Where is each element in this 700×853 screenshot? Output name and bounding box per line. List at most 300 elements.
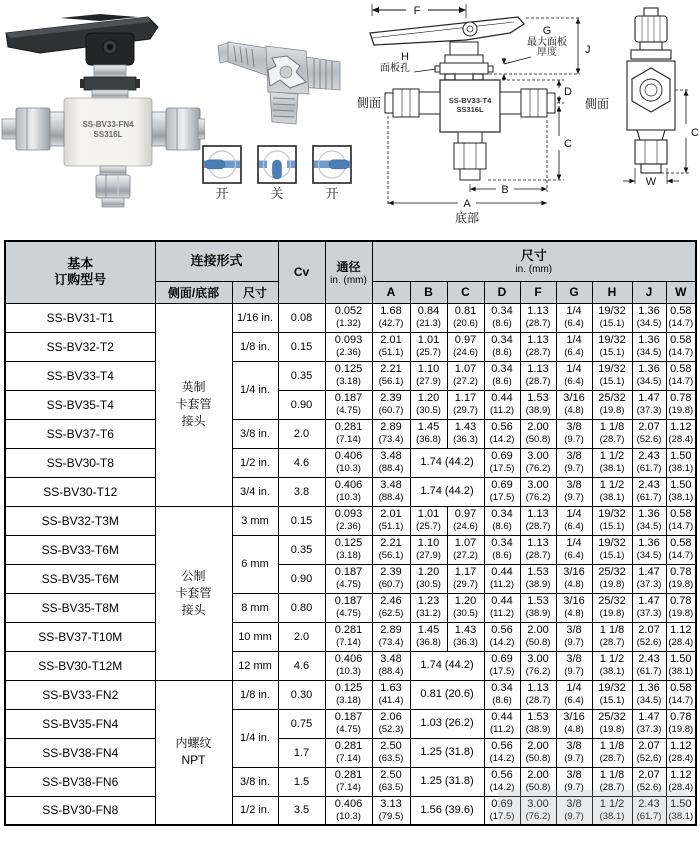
header-model-line1: 基本 bbox=[67, 256, 94, 271]
cell-size: 1/8 in. bbox=[232, 332, 278, 361]
cell-model: SS-BV38-FN4 bbox=[5, 738, 155, 767]
cell-dim: 2.00 (50.8) bbox=[520, 738, 556, 767]
cell-dim: 2.01 (51.1) bbox=[372, 506, 410, 535]
cell-dim: 0.34 (8.6) bbox=[484, 303, 520, 332]
table-row bbox=[5, 506, 696, 535]
table-row bbox=[5, 680, 696, 709]
cell-model: SS-BV32-T2 bbox=[5, 332, 155, 361]
cell-dim: 2.43 (61.7) bbox=[632, 477, 666, 506]
cell-bore: 0.187 (4.75) bbox=[325, 593, 372, 622]
dim-H-label: H bbox=[401, 51, 409, 63]
valve-handle bbox=[6, 14, 158, 65]
cell-dim: 1.20 (30.5) bbox=[410, 564, 447, 593]
cell-cv: 0.80 bbox=[278, 593, 325, 622]
cell-dim: 1.13 (28.7) bbox=[520, 506, 556, 535]
cell-dim: 2.07 (52.6) bbox=[632, 738, 666, 767]
cell-dim: 3/16 (4.8) bbox=[556, 564, 592, 593]
cell-dim: 1.17 (29.7) bbox=[447, 390, 484, 419]
group-label-line: 英制 bbox=[181, 380, 206, 394]
cell-cv: 0.15 bbox=[278, 332, 325, 361]
cell-dim: 1.13 (28.7) bbox=[520, 332, 556, 361]
cell-dim: 19/32 (15.1) bbox=[592, 506, 632, 535]
cell-size: 3/8 in. bbox=[232, 419, 278, 448]
cell-size: 1/4 in. bbox=[232, 361, 278, 419]
cell-dim: 0.69 (17.5) bbox=[484, 448, 520, 477]
cell-dim: 1 1/2 (38.1) bbox=[592, 448, 632, 477]
table-row bbox=[5, 419, 696, 448]
cell-dim: 2.39 (60.7) bbox=[372, 564, 410, 593]
header-side-bottom: 侧面/底部 bbox=[155, 281, 232, 303]
cell-dim: 1.07 (27.2) bbox=[447, 535, 484, 564]
cell-cv: 1.5 bbox=[278, 767, 325, 796]
cell-model: SS-BV35-T4 bbox=[5, 390, 155, 419]
cell-dim: 1.68 (42.7) bbox=[372, 303, 410, 332]
cell-size: 1/4 in. bbox=[232, 709, 278, 767]
cell-dim: 1.36 (34.5) bbox=[632, 303, 666, 332]
cell-dim: 0.97 (24.6) bbox=[447, 506, 484, 535]
cell-dim: 0.58 (14.7) bbox=[666, 506, 696, 535]
cell-model: SS-BV32-T3M bbox=[5, 506, 155, 535]
panel-hole-label: 面板孔 bbox=[380, 63, 410, 74]
front-view-bonnet bbox=[435, 42, 493, 74]
header-dim-F: F bbox=[520, 281, 556, 303]
header-dims-line2: in. (mm) bbox=[515, 263, 553, 275]
dim-A-label: A bbox=[463, 198, 471, 210]
cell-dim: 0.78 (19.8) bbox=[666, 593, 696, 622]
cell-size: 3 mm bbox=[232, 506, 278, 535]
cell-dim: 19/32 (15.1) bbox=[592, 535, 632, 564]
cell-cv: 4.6 bbox=[278, 651, 325, 680]
cell-dim: 1.50 (38.1) bbox=[666, 796, 696, 825]
cell-dim: 1 1/8 (28.7) bbox=[592, 738, 632, 767]
cell-dim: 1.36 (34.5) bbox=[632, 361, 666, 390]
cell-dim: 0.44 (11.2) bbox=[484, 564, 520, 593]
max-panel-label-2: 厚度 bbox=[537, 47, 557, 58]
cell-dim: 1.12 (28.4) bbox=[666, 419, 696, 448]
cell-dim: 1.63 (41.4) bbox=[372, 680, 410, 709]
cell-dim: 3.00 (76.2) bbox=[520, 448, 556, 477]
cell-model: SS-BV37-T10M bbox=[5, 622, 155, 651]
cell-dim: 3/16 (4.8) bbox=[556, 593, 592, 622]
cell-dim: 1.47 (37.3) bbox=[632, 390, 666, 419]
cell-size: 3/8 in. bbox=[232, 767, 278, 796]
cell-dim: 1.20 (30.5) bbox=[447, 593, 484, 622]
header-bore-line1: 通径 bbox=[336, 260, 361, 275]
cell-dim: 25/32 (19.8) bbox=[592, 709, 632, 738]
cell-dim-merged: 1.74 (44.2) bbox=[410, 651, 484, 680]
dim-B-label: B bbox=[501, 184, 509, 196]
flow-box-open-right bbox=[313, 146, 351, 183]
cell-size: 1/2 in. bbox=[232, 448, 278, 477]
cell-bore: 0.187 (4.75) bbox=[325, 709, 372, 738]
cell-dim: 3/8 (9.7) bbox=[556, 738, 592, 767]
cell-dim: 1.12 (28.4) bbox=[666, 738, 696, 767]
cell-model: SS-BV30-T12M bbox=[5, 651, 155, 680]
cell-dim-merged: 1.56 (39.6) bbox=[410, 796, 484, 825]
cell-dim: 1 1/2 (38.1) bbox=[592, 796, 632, 825]
table-row bbox=[5, 448, 696, 477]
cell-bore: 0.052 (1.32) bbox=[325, 303, 372, 332]
cell-size: 10 mm bbox=[232, 622, 278, 651]
cutaway-illustration bbox=[210, 0, 355, 130]
cell-bore: 0.187 (4.75) bbox=[325, 564, 372, 593]
header-dim-H: H bbox=[592, 281, 632, 303]
cell-cv: 0.75 bbox=[278, 709, 325, 738]
cell-model: SS-BV30-FN8 bbox=[5, 796, 155, 825]
cell-dim: 2.50 (63.5) bbox=[372, 738, 410, 767]
header-model bbox=[5, 241, 155, 303]
table-row bbox=[5, 535, 696, 564]
cell-dim: 3.48 (88.4) bbox=[372, 477, 410, 506]
header-dim-A: A bbox=[372, 281, 410, 303]
group-label-line: NPT bbox=[181, 753, 206, 768]
cell-dim: 3.00 (76.2) bbox=[520, 796, 556, 825]
cell-dim: 1.53 (38.9) bbox=[520, 593, 556, 622]
cell-dim: 3/16 (4.8) bbox=[556, 390, 592, 419]
group-label-line: 公制 bbox=[181, 568, 206, 583]
dim-C-side-label: C bbox=[691, 127, 699, 139]
left-fitting bbox=[2, 108, 64, 150]
header-dims-line1: 尺寸 bbox=[520, 247, 547, 263]
cell-dim: 0.97 (24.6) bbox=[447, 332, 484, 361]
cell-dim: 2.89 (73.4) bbox=[372, 622, 410, 651]
photo-material-label: SS316L bbox=[93, 130, 123, 139]
cell-dim: 25/32 (19.8) bbox=[592, 593, 632, 622]
cell-dim: 2.06 (52.3) bbox=[372, 709, 410, 738]
cell-dim: 1.12 (28.4) bbox=[666, 767, 696, 796]
side-view-label-right: 側面 bbox=[585, 97, 610, 111]
group-label-line: 卡套管 bbox=[175, 585, 212, 600]
cell-connection-group bbox=[155, 506, 232, 680]
cell-dim: 19/32 (15.1) bbox=[592, 332, 632, 361]
illustrations-section bbox=[0, 0, 700, 238]
cell-dim: 2.21 (56.1) bbox=[372, 361, 410, 390]
cell-cv: 1.7 bbox=[278, 738, 325, 767]
header-model-line2: 订购型号 bbox=[54, 272, 107, 288]
cell-dim: 2.00 (50.8) bbox=[520, 767, 556, 796]
table-row bbox=[5, 303, 696, 332]
cell-dim: 2.89 (73.4) bbox=[372, 419, 410, 448]
cell-dim: 1.20 (30.5) bbox=[410, 390, 447, 419]
dim-C-label: C bbox=[564, 138, 572, 150]
photo-model-label: SS-BV33-FN4 bbox=[82, 120, 134, 129]
header-dim-C: C bbox=[447, 281, 484, 303]
cell-bore: 0.093 (2.36) bbox=[325, 332, 372, 361]
cell-dim: 2.39 (60.7) bbox=[372, 390, 410, 419]
header-bore-line2: in. (mm) bbox=[330, 275, 367, 287]
cell-model: SS-BV33-FN2 bbox=[5, 680, 155, 709]
table-row bbox=[5, 564, 696, 593]
cell-dim: 3/8 (9.7) bbox=[556, 651, 592, 680]
spec-table bbox=[4, 240, 697, 826]
table-row bbox=[5, 651, 696, 680]
cell-dim: 1/4 (6.4) bbox=[556, 361, 592, 390]
header-dim-B: B bbox=[410, 281, 447, 303]
cell-dim: 1.45 (36.8) bbox=[410, 419, 447, 448]
side-view-label-left: 側面 bbox=[357, 96, 382, 110]
cell-dim: 3/8 (9.7) bbox=[556, 767, 592, 796]
cell-dim: 0.56 (14.2) bbox=[484, 767, 520, 796]
header-bore bbox=[325, 241, 372, 303]
cell-dim: 1.50 (38.1) bbox=[666, 651, 696, 680]
cell-dim-merged: 0.81 (20.6) bbox=[410, 680, 484, 709]
cell-dim: 0.69 (17.5) bbox=[484, 651, 520, 680]
cell-dim: 1 1/8 (28.7) bbox=[592, 419, 632, 448]
dimension-drawings bbox=[348, 0, 700, 235]
table-row bbox=[5, 738, 696, 767]
cell-dim: 19/32 (15.1) bbox=[592, 361, 632, 390]
cell-model: SS-BV30-T12 bbox=[5, 477, 155, 506]
cell-dim: 19/32 (15.1) bbox=[592, 680, 632, 709]
bottom-fitting bbox=[96, 166, 130, 207]
cell-model: SS-BV35-T8M bbox=[5, 593, 155, 622]
cell-dim: 25/32 (19.8) bbox=[592, 390, 632, 419]
cell-dim: 3.48 (88.4) bbox=[372, 651, 410, 680]
cell-dim: 1.13 (28.7) bbox=[520, 535, 556, 564]
front-bottom-port bbox=[454, 132, 486, 180]
flow-label-closed: 关 bbox=[270, 186, 284, 201]
cell-cv: 0.90 bbox=[278, 390, 325, 419]
spec-table-section bbox=[4, 240, 696, 826]
table-row bbox=[5, 767, 696, 796]
table-row bbox=[5, 622, 696, 651]
table-row bbox=[5, 593, 696, 622]
cell-size: 6 mm bbox=[232, 535, 278, 593]
cell-bore: 0.093 (2.36) bbox=[325, 506, 372, 535]
cell-dim: 1.12 (28.4) bbox=[666, 622, 696, 651]
cell-dim: 1.23 (31.2) bbox=[410, 593, 447, 622]
cell-dim: 1.36 (34.5) bbox=[632, 680, 666, 709]
cell-dim: 3.00 (76.2) bbox=[520, 651, 556, 680]
valve-body bbox=[64, 98, 152, 166]
cell-cv: 0.30 bbox=[278, 680, 325, 709]
header-dim-W: W bbox=[666, 281, 696, 303]
cell-bore: 0.187 (4.75) bbox=[325, 390, 372, 419]
table-row bbox=[5, 390, 696, 419]
cell-dim: 0.58 (14.7) bbox=[666, 303, 696, 332]
cell-dim: 2.07 (52.6) bbox=[632, 767, 666, 796]
table-row bbox=[5, 477, 696, 506]
cell-dim: 0.44 (11.2) bbox=[484, 390, 520, 419]
cell-bore: 0.125 (3.18) bbox=[325, 680, 372, 709]
cell-model: SS-BV33-T6M bbox=[5, 535, 155, 564]
cell-dim: 0.34 (8.6) bbox=[484, 506, 520, 535]
cell-dim: 1.50 (38.1) bbox=[666, 448, 696, 477]
cell-dim: 1 1/2 (38.1) bbox=[592, 477, 632, 506]
cell-bore: 0.125 (3.18) bbox=[325, 535, 372, 564]
cell-dim: 1.17 (29.7) bbox=[447, 564, 484, 593]
table-row bbox=[5, 709, 696, 738]
cell-dim-merged: 1.25 (31.8) bbox=[410, 767, 484, 796]
cell-dim: 1/4 (6.4) bbox=[556, 332, 592, 361]
table-row bbox=[5, 361, 696, 390]
spec-table-body bbox=[5, 303, 696, 825]
cell-dim: 2.00 (50.8) bbox=[520, 622, 556, 651]
cell-cv: 0.90 bbox=[278, 564, 325, 593]
cell-dim: 0.34 (8.6) bbox=[484, 332, 520, 361]
cell-dim: 1.45 (36.8) bbox=[410, 622, 447, 651]
cell-dim-merged: 1.03 (26.2) bbox=[410, 709, 484, 738]
cell-dim: 0.58 (14.7) bbox=[666, 332, 696, 361]
cell-dim: 1.43 (36.3) bbox=[447, 419, 484, 448]
cell-dim: 1.47 (37.3) bbox=[632, 709, 666, 738]
cell-dim: 1.13 (28.7) bbox=[520, 680, 556, 709]
header-connection: 连接形式 bbox=[155, 241, 278, 281]
cell-dim: 2.21 (56.1) bbox=[372, 535, 410, 564]
cell-dim-merged: 1.74 (44.2) bbox=[410, 448, 484, 477]
cell-dim: 1/4 (6.4) bbox=[556, 535, 592, 564]
cell-cv: 2.0 bbox=[278, 419, 325, 448]
cell-dim: 3/16 (4.8) bbox=[556, 709, 592, 738]
cell-dim: 0.69 (17.5) bbox=[484, 796, 520, 825]
cell-dim: 1/4 (6.4) bbox=[556, 680, 592, 709]
cell-bore: 0.406 (10.3) bbox=[325, 448, 372, 477]
group-label-line: 卡套管 bbox=[175, 397, 212, 411]
cell-dim: 1 1/8 (28.7) bbox=[592, 767, 632, 796]
cell-bore: 0.281 (7.14) bbox=[325, 767, 372, 796]
cell-dim: 2.07 (52.6) bbox=[632, 419, 666, 448]
cell-bore: 0.125 (3.18) bbox=[325, 361, 372, 390]
cell-dim: 1/4 (6.4) bbox=[556, 303, 592, 332]
cell-dim: 1.43 (36.3) bbox=[447, 622, 484, 651]
front-right-port bbox=[500, 89, 555, 117]
front-left-port bbox=[385, 89, 440, 117]
spec-table-header bbox=[5, 241, 696, 303]
cell-dim: 3.13 (79.5) bbox=[372, 796, 410, 825]
cell-dim: 0.69 (17.5) bbox=[484, 477, 520, 506]
cell-size: 1/16 in. bbox=[232, 303, 278, 332]
cell-bore: 0.281 (7.14) bbox=[325, 622, 372, 651]
valve-photo-illustration bbox=[0, 5, 205, 210]
cell-dim: 1.13 (28.7) bbox=[520, 361, 556, 390]
cell-dim: 1.10 (27.9) bbox=[410, 535, 447, 564]
cell-dim: 0.56 (14.2) bbox=[484, 738, 520, 767]
cell-dim: 0.44 (11.2) bbox=[484, 593, 520, 622]
cell-dim: 1.47 (37.3) bbox=[632, 564, 666, 593]
header-dim-G: G bbox=[556, 281, 592, 303]
dim-G-label: G bbox=[542, 25, 552, 37]
cell-dim-merged: 1.25 (31.8) bbox=[410, 738, 484, 767]
cell-size: 8 mm bbox=[232, 593, 278, 622]
header-dims bbox=[372, 241, 696, 281]
cell-dim: 3.48 (88.4) bbox=[372, 448, 410, 477]
cell-bore: 0.406 (10.3) bbox=[325, 477, 372, 506]
cell-cv: 3.5 bbox=[278, 796, 325, 825]
cell-dim: 3/8 (9.7) bbox=[556, 477, 592, 506]
cell-size: 1/2 in. bbox=[232, 796, 278, 825]
cell-dim: 1 1/8 (28.7) bbox=[592, 622, 632, 651]
header-dim-J: J bbox=[632, 281, 666, 303]
cell-dim: 0.58 (14.7) bbox=[666, 361, 696, 390]
cell-dim: 25/32 (19.8) bbox=[592, 564, 632, 593]
max-panel-label-1: 最大面板 bbox=[527, 37, 567, 48]
cell-cv: 0.35 bbox=[278, 361, 325, 390]
cell-size: 1/8 in. bbox=[232, 680, 278, 709]
dim-D-label: D bbox=[564, 86, 572, 98]
group-label-line: 内螺纹 bbox=[175, 736, 212, 751]
cell-dim: 2.43 (61.7) bbox=[632, 448, 666, 477]
cell-bore: 0.281 (7.14) bbox=[325, 419, 372, 448]
cell-model: SS-BV35-T6M bbox=[5, 564, 155, 593]
cell-dim: 0.84 (21.3) bbox=[410, 303, 447, 332]
cell-dim: 0.34 (8.6) bbox=[484, 680, 520, 709]
cell-size: 3/4 in. bbox=[232, 477, 278, 506]
cell-dim: 1.36 (34.5) bbox=[632, 535, 666, 564]
table-row bbox=[5, 796, 696, 825]
cell-dim: 0.34 (8.6) bbox=[484, 361, 520, 390]
valve-bonnet bbox=[80, 65, 140, 98]
cell-dim: 19/32 (15.1) bbox=[592, 303, 632, 332]
cell-connection-group bbox=[155, 680, 232, 825]
cell-dim: 2.46 (62.5) bbox=[372, 593, 410, 622]
cell-dim: 2.00 (50.8) bbox=[520, 419, 556, 448]
cell-cv: 0.35 bbox=[278, 535, 325, 564]
cell-dim: 0.44 (11.2) bbox=[484, 709, 520, 738]
cell-dim-merged: 1.74 (44.2) bbox=[410, 477, 484, 506]
cell-dim: 2.43 (61.7) bbox=[632, 796, 666, 825]
cell-dim: 2.43 (61.7) bbox=[632, 651, 666, 680]
cell-dim: 0.56 (14.2) bbox=[484, 622, 520, 651]
cell-dim: 2.50 (63.5) bbox=[372, 767, 410, 796]
cell-model: SS-BV33-T4 bbox=[5, 361, 155, 390]
cell-dim: 0.78 (19.8) bbox=[666, 709, 696, 738]
cell-dim: 3/8 (9.7) bbox=[556, 796, 592, 825]
cell-model: SS-BV31-T1 bbox=[5, 303, 155, 332]
side-view bbox=[627, 8, 675, 173]
cell-dim: 1.36 (34.5) bbox=[632, 332, 666, 361]
front-material-label: SS316L bbox=[456, 105, 484, 114]
cell-dim: 3/8 (9.7) bbox=[556, 419, 592, 448]
cell-cv: 2.0 bbox=[278, 622, 325, 651]
cell-dim: 1/4 (6.4) bbox=[556, 506, 592, 535]
cell-dim: 0.34 (8.6) bbox=[484, 535, 520, 564]
flow-box-open-left bbox=[203, 146, 241, 183]
cell-dim: 3/8 (9.7) bbox=[556, 448, 592, 477]
cell-dim: 0.58 (14.7) bbox=[666, 535, 696, 564]
cell-dim: 1.53 (38.9) bbox=[520, 709, 556, 738]
cell-dim: 0.56 (14.2) bbox=[484, 419, 520, 448]
cell-cv: 3.8 bbox=[278, 477, 325, 506]
group-label-line: 接头 bbox=[181, 602, 206, 617]
cell-dim: 3/8 (9.7) bbox=[556, 622, 592, 651]
cell-dim: 1.47 (37.3) bbox=[632, 593, 666, 622]
cell-model: SS-BV38-FN6 bbox=[5, 767, 155, 796]
cell-cv: 0.15 bbox=[278, 506, 325, 535]
cell-size: 12 mm bbox=[232, 651, 278, 680]
cell-dim: 1.53 (38.9) bbox=[520, 564, 556, 593]
dim-F-label: F bbox=[413, 5, 421, 17]
cell-dim: 1.07 (27.2) bbox=[447, 361, 484, 390]
cell-model: SS-BV30-T8 bbox=[5, 448, 155, 477]
cell-dim: 0.78 (19.8) bbox=[666, 564, 696, 593]
header-cv: Cv bbox=[278, 241, 325, 303]
cell-dim: 2.07 (52.6) bbox=[632, 622, 666, 651]
dim-J-label: J bbox=[585, 44, 591, 56]
group-label-line: 接头 bbox=[181, 414, 206, 428]
cell-bore: 0.281 (7.14) bbox=[325, 738, 372, 767]
header-size: 尺寸 bbox=[232, 281, 278, 303]
cell-dim: 3.00 (76.2) bbox=[520, 477, 556, 506]
cell-dim: 1.13 (28.7) bbox=[520, 303, 556, 332]
cell-model: SS-BV35-FN4 bbox=[5, 709, 155, 738]
front-view-handle bbox=[370, 17, 524, 45]
flow-box-closed bbox=[258, 146, 296, 183]
front-model-label: SS-BV33-T4 bbox=[448, 96, 492, 105]
cell-dim: 0.78 (19.8) bbox=[666, 390, 696, 419]
header-dim-D: D bbox=[484, 281, 520, 303]
cell-connection-group bbox=[155, 303, 232, 506]
cell-dim: 1.53 (38.9) bbox=[520, 390, 556, 419]
